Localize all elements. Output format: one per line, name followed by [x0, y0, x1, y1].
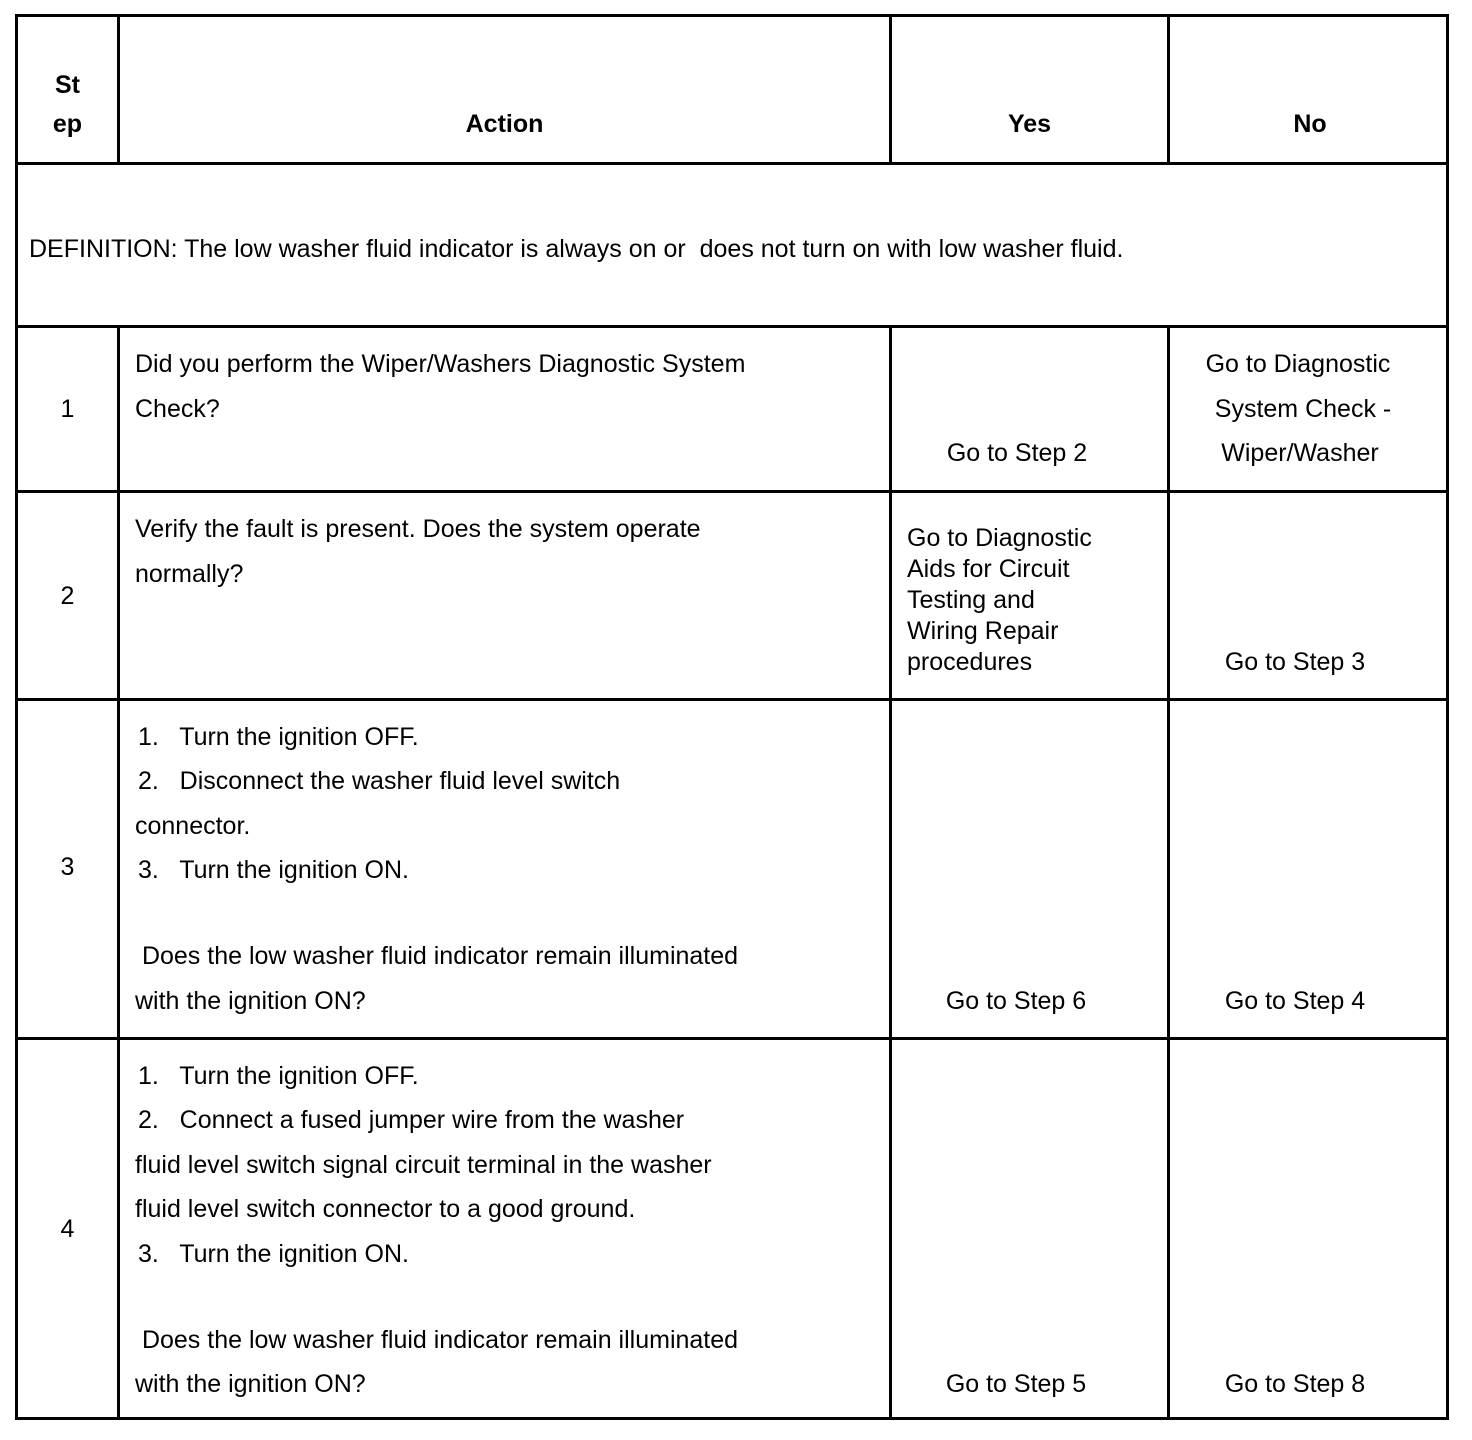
yes-result: Go to Step 2: [946, 439, 1088, 467]
row-divider: [18, 1037, 1446, 1040]
no-result: System Check -: [1214, 395, 1392, 423]
col-divider: [117, 325, 120, 1417]
header-yes: Yes: [1007, 110, 1052, 138]
header-step-line1: St: [55, 71, 80, 99]
no-result: Go to Step 8: [1224, 1370, 1366, 1398]
action-text: Did you perform the Wiper/Washers Diagnostic System: [135, 350, 746, 378]
action-text: 3. Turn the ignition ON.: [138, 1240, 409, 1268]
action-text: with the ignition ON?: [135, 1370, 366, 1398]
row-divider: [18, 325, 1446, 328]
definition-text: DEFINITION: The low washer fluid indicator is always on or does not turn on with low washer fluid.: [29, 235, 1124, 263]
no-result: Go to Diagnostic: [1205, 350, 1391, 378]
yes-result: Go to Step 5: [945, 1370, 1087, 1398]
action-text: 1. Turn the ignition OFF.: [138, 1062, 419, 1090]
action-text: 2. Disconnect the washer fluid level switch: [138, 767, 621, 795]
col-divider: [1167, 325, 1170, 1417]
step-number: 3: [60, 853, 75, 881]
action-text: Verify the fault is present. Does the system operate: [135, 515, 701, 543]
yes-result: Wiring Repair: [907, 617, 1059, 645]
header-no: No: [1293, 110, 1327, 138]
action-text: 1. Turn the ignition OFF.: [138, 723, 419, 751]
yes-result: Go to Step 6: [945, 987, 1087, 1015]
action-text: Check?: [135, 395, 220, 423]
action-text: 2. Connect a fused jumper wire from the washer: [138, 1106, 685, 1134]
step-number: 1: [60, 395, 75, 423]
action-text: normally?: [135, 560, 244, 588]
row-divider: [18, 490, 1446, 493]
action-text: Does the low washer fluid indicator remain illuminated: [135, 942, 739, 970]
yes-result: Aids for Circuit: [907, 555, 1070, 583]
row-divider: [18, 698, 1446, 701]
step-number: 2: [60, 582, 75, 610]
step-number: 4: [60, 1215, 75, 1243]
header-step-line2: ep: [52, 110, 83, 138]
action-text: with the ignition ON?: [135, 987, 366, 1015]
header-action: Action: [465, 110, 544, 138]
action-text: Does the low washer fluid indicator remain illuminated: [135, 1326, 739, 1354]
action-text: connector.: [135, 812, 251, 840]
no-result: Go to Step 4: [1224, 987, 1366, 1015]
diagnostic-table: [15, 14, 1449, 1420]
action-text: fluid level switch signal circuit terminal in the washer: [135, 1151, 712, 1179]
no-result: Go to Step 3: [1224, 648, 1366, 676]
action-text: fluid level switch connector to a good ground.: [135, 1195, 636, 1223]
col-divider: [889, 325, 892, 1417]
yes-result: procedures: [907, 648, 1033, 676]
no-result: Wiper/Washer: [1221, 439, 1379, 467]
action-text: 3. Turn the ignition ON.: [138, 856, 409, 884]
yes-result: Testing and: [907, 586, 1035, 614]
yes-result: Go to Diagnostic: [907, 524, 1092, 552]
row-divider: [18, 162, 1446, 165]
